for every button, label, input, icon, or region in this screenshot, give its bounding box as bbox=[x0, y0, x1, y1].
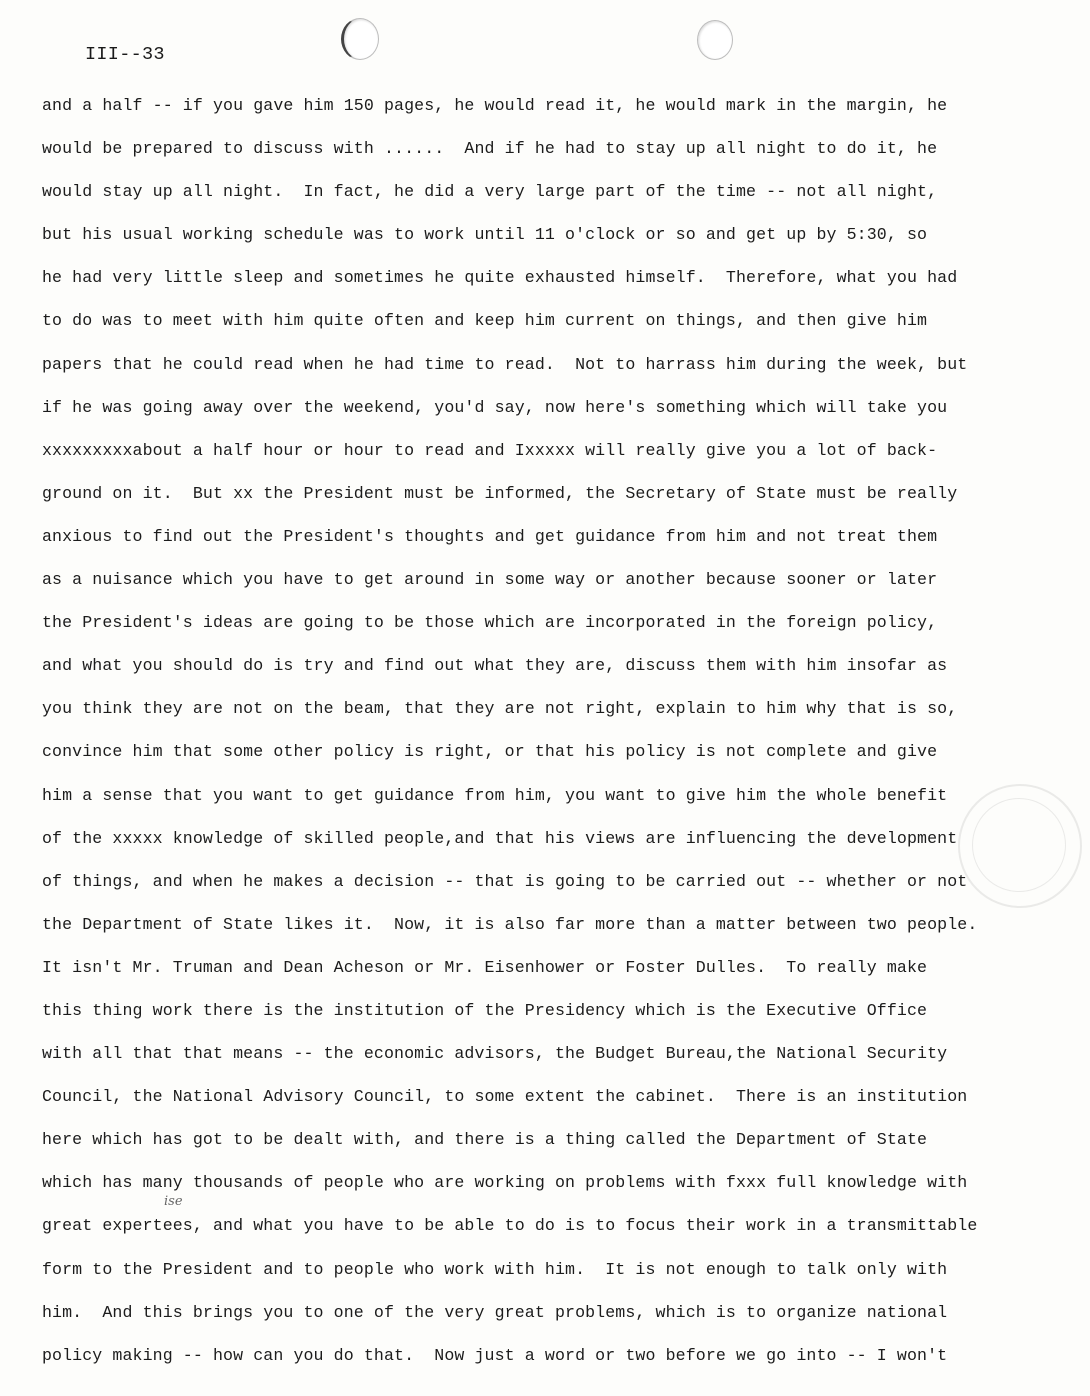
text-line: It isn't Mr. Truman and Dean Acheson or Mr. Eisenhower or Foster Dulles. To really make bbox=[42, 957, 928, 977]
text-line: he had very little sleep and sometimes he quite exhausted himself. Therefore, what you had bbox=[42, 268, 958, 288]
text-line: form to the President and to people who work with him. It is not enough to talk only with bbox=[42, 1259, 948, 1279]
text-line: here which has got to be dealt with, and there is a thing called the Department of State bbox=[42, 1130, 928, 1150]
text-line: and a half -- if you gave him 150 pages, he would read it, he would mark in the margin, he bbox=[42, 96, 948, 115]
text-line: the President's ideas are going to be those which are incorporated in the foreign policy, bbox=[42, 613, 938, 633]
handwritten-correction: ise bbox=[164, 1194, 183, 1209]
text-line: you think they are not on the beam, that they are not right, explain to him why that is so, bbox=[42, 699, 958, 719]
text-line: would be prepared to discuss with ...... And if he had to stay up all night to do it, he bbox=[42, 139, 938, 159]
text-line: the Department of State likes it. Now, it is also far more than a matter between two people. bbox=[42, 914, 978, 934]
text-line: anxious to find out the President's thoughts and get guidance from him and not treat them bbox=[42, 526, 938, 546]
text-line: papers that he could read when he had time to read. Not to harrass him during the week, but bbox=[42, 354, 968, 374]
page-number: III--33 bbox=[85, 44, 165, 65]
text-line: ground on it. But xx the President must be informed, the Secretary of State must be really bbox=[42, 483, 958, 503]
punch-hole-left bbox=[341, 18, 379, 60]
text-line: him a sense that you want to get guidance from him, you want to give him the whole benefit bbox=[42, 785, 948, 805]
text-line: this thing work there is the institution of the Presidency which is the Executive Office bbox=[42, 1000, 928, 1020]
text-line: but his usual working schedule was to work until 11 o'clock or so and get up by 5:30, so bbox=[42, 225, 928, 245]
text-line: great expertees, and what you have to be able to do is to focus their work in a transmittable bbox=[42, 1216, 978, 1236]
text-line: xxxxxxxxxabout a half hour or hour to read and Ixxxxx will really give you a lot of back- bbox=[42, 440, 938, 460]
text-line: would stay up all night. In fact, he did a very large part of the time -- not all night, bbox=[42, 182, 938, 202]
text-line: as a nuisance which you have to get around in some way or another because sooner or later bbox=[42, 570, 938, 590]
body-text bbox=[42, 92, 1052, 1385]
text-line: of things, and when he makes a decision -- that is going to be carried out -- whether or not bbox=[42, 871, 968, 891]
text-line: him. And this brings you to one of the very great problems, which is to organize national bbox=[42, 1302, 948, 1322]
text-line: policy making -- how can you do that. Now just a word or two before we go into -- I won't bbox=[42, 1345, 948, 1365]
text-line: with all that that means -- the economic advisors, the Budget Bureau,the National Security bbox=[42, 1044, 948, 1064]
punch-hole-right bbox=[697, 20, 733, 60]
text-line: convince him that some other policy is right, or that his policy is not complete and give bbox=[42, 742, 938, 762]
text-line: and what you should do is try and find out what they are, discuss them with him insofar as bbox=[42, 656, 948, 676]
text-line: if he was going away over the weekend, you'd say, now here's something which will take you bbox=[42, 397, 948, 417]
text-line: Council, the National Advisory Council, to some extent the cabinet. There is an institution bbox=[42, 1087, 968, 1107]
text-line: to do was to meet with him quite often and keep him current on things, and then give him bbox=[42, 311, 928, 331]
text-line: which has many thousands of people who are working on problems with fxxx full knowledge with bbox=[42, 1173, 968, 1193]
text-line: of the xxxxx knowledge of skilled people,and that his views are influencing the development bbox=[42, 828, 958, 848]
